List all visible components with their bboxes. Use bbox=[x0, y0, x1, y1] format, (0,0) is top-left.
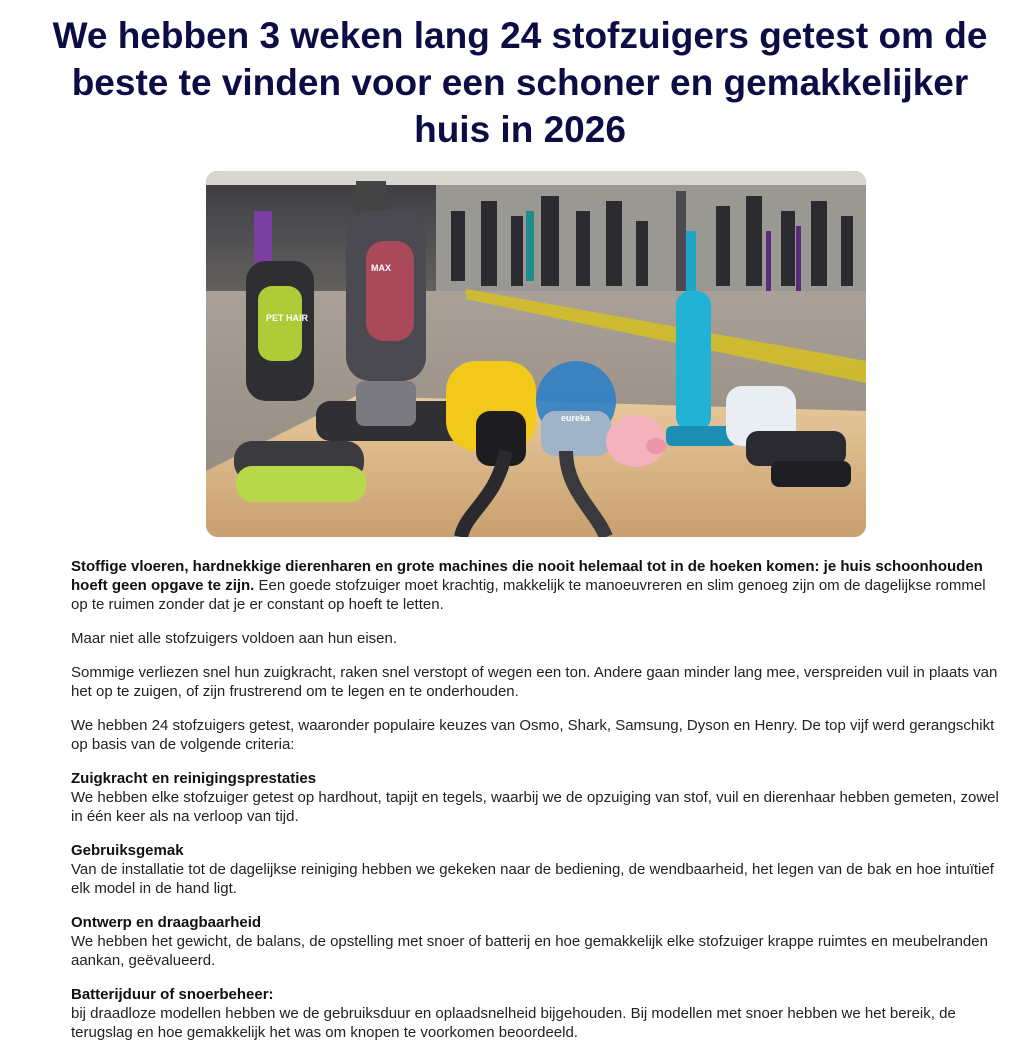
criterion-title: Ontwerp en draagbaarheid bbox=[71, 914, 262, 931]
intro-bold-text: Stoffige vloeren, hardnekkige dierenharen en grote machines die nooit helemaal tot in de hoeken komen: je huis schoonhouden hoeft geen opgave te zijn. bbox=[71, 558, 983, 594]
criterion-text: Van de installatie tot de dagelijkse reiniging hebben we gekeken naar de bediening, de wendbaarheid, het legen van de bak en hoe intuïtief elk model in de hand ligt. bbox=[71, 861, 994, 897]
article-body bbox=[71, 557, 1006, 1057]
criterion-title: Zuigkracht en reinigingsprestaties bbox=[71, 770, 317, 787]
criterion-text: bij draadloze modellen hebben we de gebruiksduur en oplaadsnelheid bijgehouden. Bij modellen met snoer hebben we het bereik, de terugslag en hoe gemakkelijk het was om knopen te voorkomen beoordeeld. bbox=[71, 1005, 956, 1041]
criterion-suction bbox=[71, 769, 1006, 826]
criterion-ease-of-use bbox=[71, 841, 1006, 898]
article-title: We hebben 3 weken lang 24 stofzuigers getest om de beste te vinden voor een schoner en gemakkelijker huis in 2026 bbox=[52, 15, 988, 150]
svg-text:PET HAIR: PET HAIR bbox=[266, 313, 309, 323]
criterion-text: We hebben elke stofzuiger getest op hardhout, tapijt en tegels, waarbij we de opzuiging van stof, vuil en dierenhaar hebben gemeten, zowel in één keer als na verloop van tijd. bbox=[71, 789, 999, 825]
criterion-text: We hebben het gewicht, de balans, de opstelling met snoer of batterij en hoe gemakkelijk elke stofzuiger krappe ruimtes en meubelranden aankan, geëvalueerd. bbox=[71, 933, 988, 969]
criterion-title: Gebruiksgemak bbox=[71, 842, 184, 859]
paragraph-4: We hebben 24 stofzuigers getest, waaronder populaire keuzes van Osmo, Shark, Samsung, Dyson en Henry. De top vijf werd gerangschikt op basis van de volgende criteria: bbox=[71, 717, 995, 753]
svg-text:MAX: MAX bbox=[371, 263, 391, 273]
criterion-design bbox=[71, 913, 1006, 970]
svg-text:eureka: eureka bbox=[561, 413, 591, 423]
criterion-battery bbox=[71, 985, 1006, 1042]
paragraph-2: Maar niet alle stofzuigers voldoen aan hun eisen. bbox=[71, 630, 398, 647]
hero-image bbox=[206, 171, 866, 537]
paragraph-3: Sommige verliezen snel hun zuigkracht, raken snel verstopt of wegen een ton. Andere gaan minder lang mee, verspreiden vuil in plaats van het op te zuigen, of zijn frustrerend om te legen en te onderhouden. bbox=[71, 664, 998, 700]
intro-text: Een goede stofzuiger moet krachtig, makkelijk te manoeuvreren en slim genoeg zijn om de dagelijkse rommel op te ruimen zonder dat je er constant op hoeft te letten. bbox=[71, 577, 986, 613]
criterion-title: Batterijduur of snoerbeheer: bbox=[71, 986, 274, 1003]
intro-paragraph bbox=[71, 557, 1006, 614]
